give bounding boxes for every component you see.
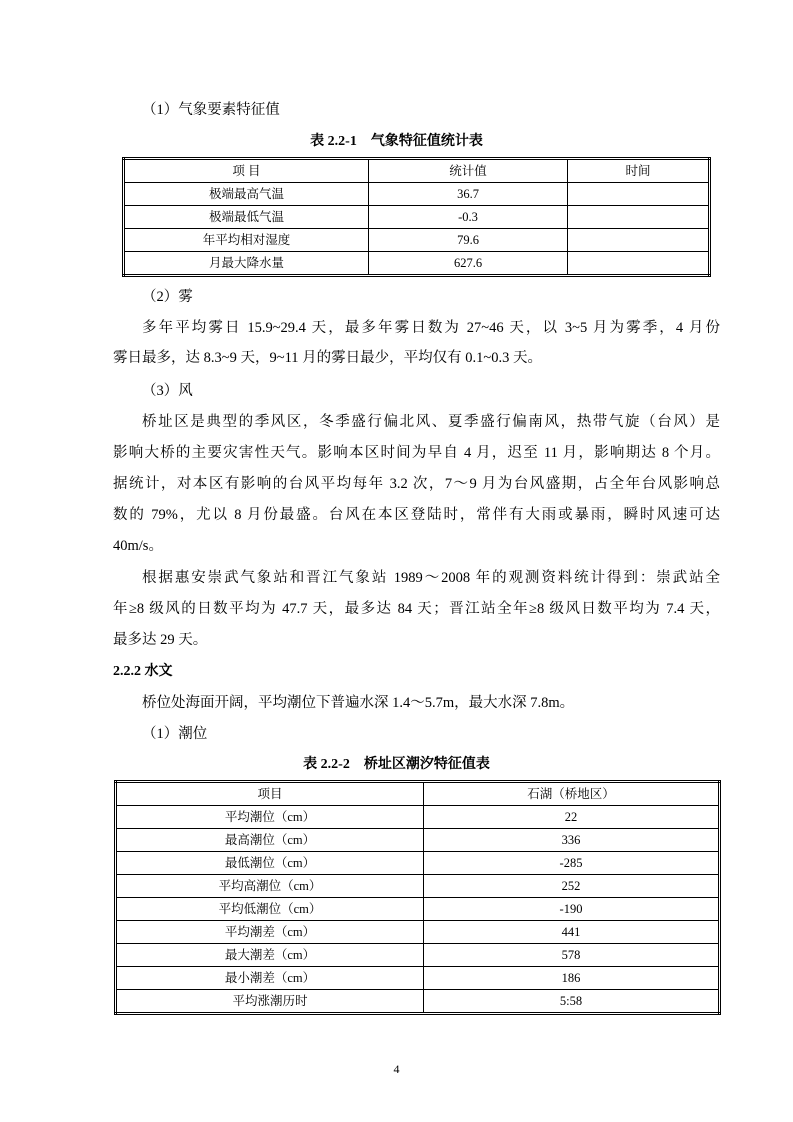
table-cell (568, 183, 710, 206)
hydro-section-heading: 2.2.2 水文 (113, 664, 173, 679)
column-header: 项目 (116, 782, 424, 806)
table-cell: 极端最高气温 (124, 183, 369, 206)
table-cell: 5:58 (424, 990, 720, 1014)
table-cell: 22 (424, 806, 720, 829)
table-cell: -190 (424, 898, 720, 921)
table-cell: 36.7 (369, 183, 568, 206)
table-header-row (124, 159, 710, 183)
table-row (116, 875, 720, 898)
fog-text-line: 多年平均雾日 15.9~29.4 天，最多年雾日数为 27~46 天，以 3~5 月为雾季，4 月份 (142, 320, 720, 336)
table-cell: 平均低潮位（cm） (116, 898, 424, 921)
table-cell: 最低潮位（cm） (116, 852, 424, 875)
tide-table (114, 780, 721, 1015)
table-cell: 441 (424, 921, 720, 944)
table-row (124, 206, 710, 229)
table-cell: 年平均相对湿度 (124, 229, 369, 252)
wind-text-line: 根据惠安崇武气象站和晋江气象站 1989～2008 年的观测资料统计得到：崇武站全 (142, 570, 720, 586)
fog-text-line: 雾日最多，达 8.3~9 天，9~11 月的雾日最少，平均仅有 0.1~0.3 天。 (113, 350, 542, 366)
table-row (116, 806, 720, 829)
table-1-caption: 表 2.2-1 气象特征值统计表 (310, 134, 483, 149)
column-header: 时间 (568, 159, 710, 183)
fog-heading: （2）雾 (142, 289, 193, 305)
table-row (116, 990, 720, 1014)
table-cell: 336 (424, 829, 720, 852)
table-row (116, 967, 720, 990)
table-cell: 最大潮差（cm） (116, 944, 424, 967)
table-cell: -285 (424, 852, 720, 875)
table-cell: 平均潮差（cm） (116, 921, 424, 944)
table-cell (568, 252, 710, 276)
page-number: 4 (393, 1062, 400, 1076)
table-cell: 578 (424, 944, 720, 967)
column-header: 项 目 (124, 159, 369, 183)
tide-subheading: （1）潮位 (142, 726, 208, 742)
table-row (124, 252, 710, 276)
meteo-table (122, 157, 711, 277)
wind-text-line: 据统计，对本区有影响的台风平均每年 3.2 次，7～9 月为台风盛期，占全年台风影响总 (113, 476, 720, 492)
table-cell (568, 229, 710, 252)
table-cell: 平均潮位（cm） (116, 806, 424, 829)
wind-text-line: 最多达 29 天。 (113, 632, 208, 648)
table-cell (568, 206, 710, 229)
table-row (116, 898, 720, 921)
table-cell: 最高潮位（cm） (116, 829, 424, 852)
wind-text-line: 桥址区是典型的季风区，冬季盛行偏北风、夏季盛行偏南风，热带气旋（台风）是 (142, 414, 720, 430)
table-2-caption: 表 2.2-2 桥址区潮汐特征值表 (303, 757, 490, 772)
table-cell: 186 (424, 967, 720, 990)
table-row (116, 944, 720, 967)
table-header-row (116, 782, 720, 806)
table-row (116, 829, 720, 852)
hydro-intro: 桥位处海面开阔，平均潮位下普遍水深 1.4～5.7m，最大水深 7.8m。 (142, 695, 575, 711)
table-row (116, 852, 720, 875)
table-row (124, 183, 710, 206)
wind-text-line: 数的 79%，尤以 8 月份最盛。台风在本区登陆时，常伴有大雨或暴雨，瞬时风速可达 (113, 507, 720, 523)
wind-text-line: 40m/s。 (113, 538, 163, 554)
table-cell: 79.6 (369, 229, 568, 252)
column-header: 统计值 (369, 159, 568, 183)
table-cell: 极端最低气温 (124, 206, 369, 229)
wind-text-line: 影响大桥的主要灾害性天气。影响本区时间为早自 4 月，迟至 11 月，影响期达 8 个月。 (113, 445, 720, 461)
column-header: 石湖（桥地区） (424, 782, 720, 806)
table-row (124, 229, 710, 252)
table-cell: 平均涨潮历时 (116, 990, 424, 1014)
table-row (116, 921, 720, 944)
meteo-heading: （1）气象要素特征值 (142, 102, 280, 118)
table-cell: 平均高潮位（cm） (116, 875, 424, 898)
wind-text-line: 年≥8 级风的日数平均为 47.7 天，最多达 84 天；晋江站全年≥8 级风日数平均为 7.4 天， (113, 601, 720, 617)
table-cell: 252 (424, 875, 720, 898)
table-cell: -0.3 (369, 206, 568, 229)
table-cell: 最小潮差（cm） (116, 967, 424, 990)
table-cell: 627.6 (369, 252, 568, 276)
wind-heading: （3）风 (142, 383, 193, 399)
table-cell: 月最大降水量 (124, 252, 369, 276)
